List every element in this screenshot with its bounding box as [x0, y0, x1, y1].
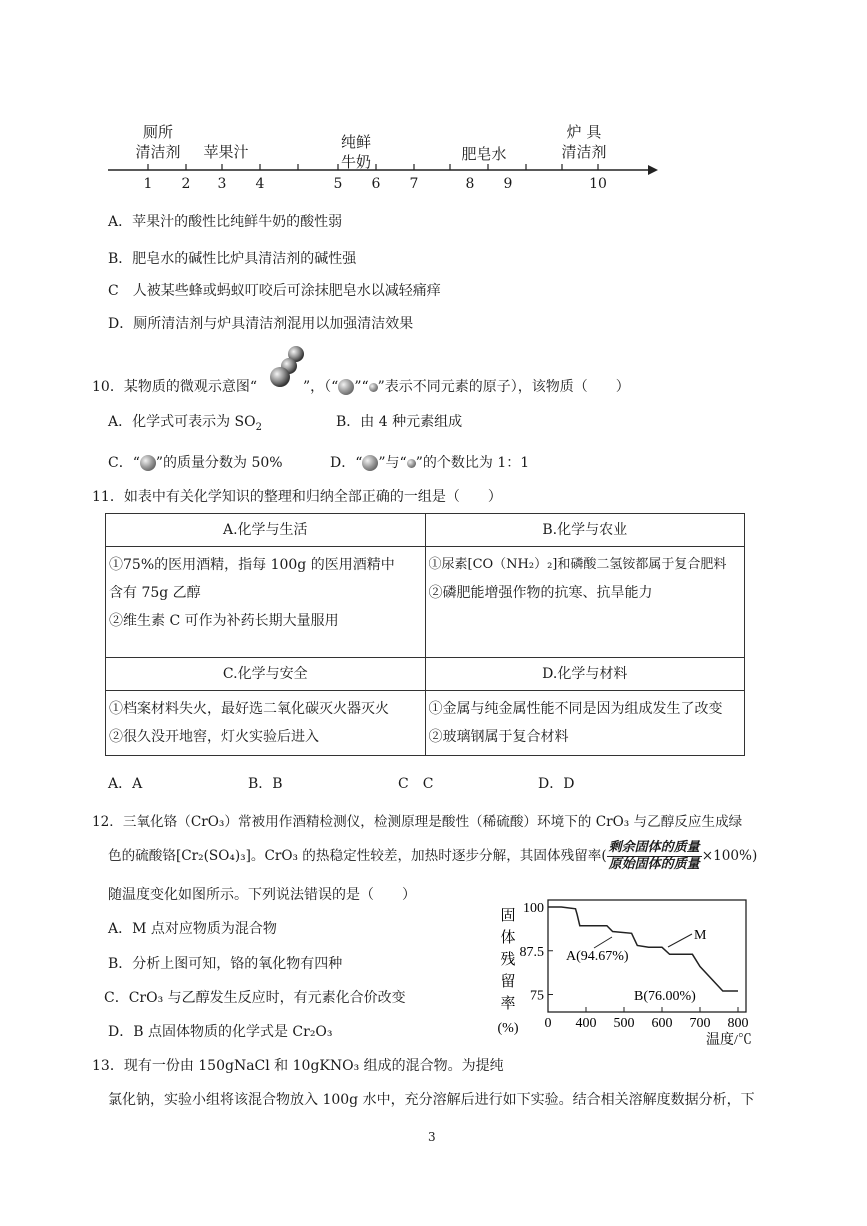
residue-rate-fraction: $\frac{\text{剩余固体的质量}}{\text{原始固体的质量}}$ — [608, 840, 700, 872]
q10-option-b: B．由 4 种元素组成 — [336, 414, 463, 430]
chart-annotation-m: M — [694, 928, 707, 943]
chart-xtick-label: 700 — [689, 1016, 711, 1031]
q11-option-c: C C — [398, 776, 434, 792]
ph-tick: 7 — [409, 176, 419, 192]
ph-tick: 3 — [217, 176, 227, 192]
q12-stem-line3: 随温度变化如图所示。下列说法错误的是（ ） — [108, 887, 416, 903]
large-atom-icon — [140, 455, 156, 471]
ph-tick: 5 — [333, 176, 343, 192]
q9-option-c: C 人被某些蜂或蚂蚁叮咬后可涂抹肥皂水以减轻痛痒 — [108, 283, 441, 299]
q12-stem-line2: 色的硫酸铬[Cr₂(SO₄)₃]。CrO₃ 的热稳定性较差，加热时逐步分解，其固体残留率( $\frac{\text{剩余固体的质量}}{\text{原始固体的质量}}$ ×100%) — [108, 840, 758, 872]
ph-tick: 2 — [181, 176, 191, 192]
large-atom-icon — [338, 379, 354, 395]
table-cell-a: ①75%的医用酒精，指每 100g 的医用酒精中 含有 75g 乙醇 ②维生素 C 可作为补药长期大量服用 — [106, 547, 426, 658]
chart-ylabel-char: 率 — [500, 996, 516, 1012]
q10-option-a: A．化学式可表示为 $SO_2$ — [108, 414, 263, 433]
chart-xtick-label: 0 — [544, 1016, 552, 1031]
q10-stem: 10．某物质的微观示意图“ ”，（“ ”“ ”表示不同元素的原子），该物质（ ） — [92, 379, 630, 395]
q12-stem-line1: 12．三氧化铬（CrO₃）常被用作酒精检测仪，检测原理是酸性（稀硫酸）环境下的 CrO₃ 与乙醇反应生成绿 — [92, 814, 743, 830]
page-number: 3 — [428, 1130, 436, 1144]
table-cell-b: ①尿素[CO（NH₂）₂]和磷酸二氢铵都属于复合肥料 ②磷肥能增强作物的抗寒、抗旱能力 — [425, 547, 745, 658]
chart-annotation-a: A(94.67%) — [566, 949, 629, 964]
ph-tick: 10 — [589, 176, 607, 192]
ph-scale-figure — [0, 0, 867, 210]
ph-tick: 4 — [255, 176, 265, 192]
chart-ylabel-unit: (%) — [497, 1021, 519, 1036]
chart-ytick-label: 75 — [530, 988, 544, 1004]
q12-option-b: B．分析上图可知，铬的氧化物有四种 — [108, 956, 343, 972]
q11-stem: 11．如表中有关化学知识的整理和归纳全部正确的一组是（ ） — [92, 489, 502, 505]
q10-option-d: D．“ ”与“ ”的个数比为 1：1 — [330, 455, 530, 471]
ph-label-stove-cleaner: 炉 具 清洁剂 — [561, 123, 607, 161]
chart-annotation-a-leader — [594, 937, 612, 948]
chart-ytick-label: 87.5 — [519, 944, 544, 960]
q11-table — [105, 513, 745, 756]
residue-rate-chart — [490, 896, 770, 1048]
ph-axis — [0, 0, 867, 200]
chart-ylabel-char: 留 — [500, 974, 516, 990]
small-atom-icon — [369, 383, 378, 392]
chart-xtick-label: 400 — [575, 1016, 597, 1031]
ph-tick: 1 — [143, 176, 153, 192]
chart-ylabel-char: 固 — [500, 908, 516, 924]
table-header-a: A.化学与生活 — [106, 514, 426, 547]
q13-stem-line2: 氯化钠，实验小组将该混合物放入 100g 水中，充分溶解后进行如下实验。结合相关溶解度数据分析，下 — [108, 1092, 755, 1108]
q13-stem-line1: 13．现有一份由 150gNaCl 和 10gKNO₃ 组成的混合物。为提纯 — [92, 1058, 504, 1074]
q12-option-a: A．M 点对应物质为混合物 — [108, 921, 277, 937]
q10-option-c: C．“ ”的质量分数为 50% — [108, 455, 283, 471]
ph-tick: 8 — [465, 176, 475, 192]
ph-label-toilet-cleaner: 厕所 清洁剂 — [135, 123, 181, 161]
q9-option-b: B．肥皂水的碱性比炉具清洁剂的碱性强 — [108, 251, 357, 267]
small-atom-icon — [407, 459, 416, 468]
q9-option-a: A．苹果汁的酸性比纯鲜牛奶的酸性弱 — [108, 214, 343, 230]
chart-ylabel-char: 体 — [500, 930, 516, 946]
ph-label-apple-juice: 苹果汁 — [203, 143, 249, 161]
table-cell-d: ①金属与纯金属性能不同是因为组成发生了改变 ②玻璃钢属于复合材料 — [425, 691, 745, 756]
chart-ytick-label: 100 — [523, 901, 544, 916]
chart-xlabel: 温度/℃ — [706, 1033, 752, 1048]
table-header-c: C.化学与安全 — [106, 658, 426, 691]
chart-annotation-b: B(76.00%) — [634, 989, 696, 1004]
table-cell-c: ①档案材料失火，最好选二氧化碳灭火器灭火 ②很久没开地窖，灯火实验后进入 — [106, 691, 426, 756]
q12-option-d: D．B 点固体物质的化学式是 Cr₂O₃ — [108, 1024, 333, 1040]
chart-xtick-label: 800 — [727, 1016, 749, 1031]
ph-label-milk: 纯鲜 牛奶 — [340, 133, 371, 171]
q11-option-a: A．A — [108, 776, 143, 792]
chart-ylabel — [498, 907, 519, 1036]
chart-annotation-m-leader — [668, 934, 692, 947]
large-atom-icon — [362, 455, 378, 471]
ph-tick: 9 — [503, 176, 513, 192]
ph-label-soap-water: 肥皂水 — [461, 145, 507, 163]
table-header-b: B.化学与农业 — [425, 514, 745, 547]
chart-xtick-label: 600 — [651, 1016, 673, 1031]
q11-option-d: D．D — [538, 776, 575, 792]
q9-option-d: D．厕所清洁剂与炉具清洁剂混用以加强清洁效果 — [108, 316, 414, 332]
ph-tick: 6 — [371, 176, 381, 192]
table-header-d: D.化学与材料 — [425, 658, 745, 691]
chart-ylabel-char: 残 — [500, 952, 516, 968]
chart-xtick-label: 500 — [613, 1016, 635, 1031]
q11-option-b: B．B — [248, 776, 283, 792]
q12-option-c: C．CrO₃ 与乙醇发生反应时，有元素化合价改变 — [104, 990, 406, 1006]
